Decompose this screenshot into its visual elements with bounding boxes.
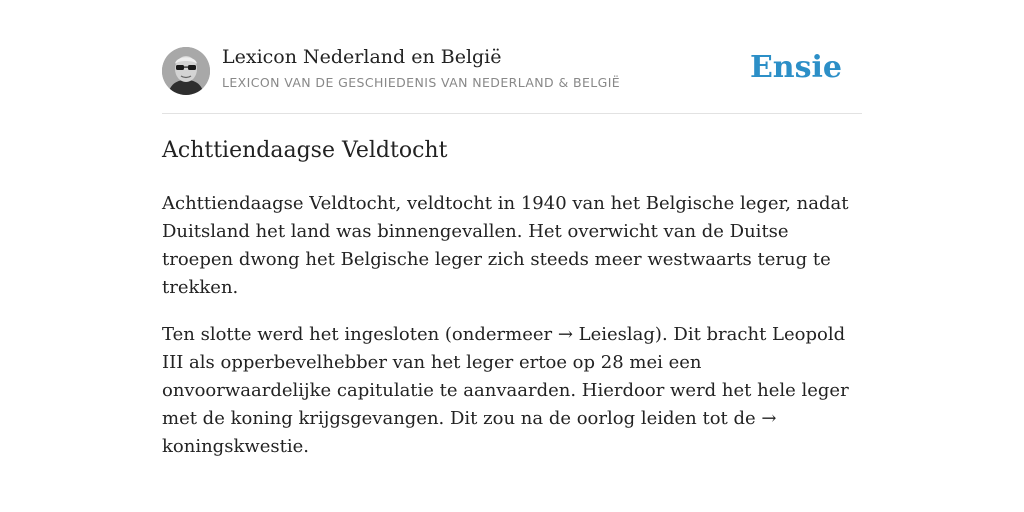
site-title[interactable]: Lexicon Nederland en België <box>222 46 502 68</box>
link-koningskwestie[interactable]: koningskwestie <box>162 436 304 457</box>
paragraph-text: ). Dit bracht Leopold III als opperbevelhebber van het leger ertoe op 28 mei een onvoorwaardelijke capitulatie te aanvaarden. Hierdoor werd het hele leger met de koning krijgsgevangen. Dit zou na de oorlog leiden tot de <box>162 324 849 429</box>
arrow-right-icon: → <box>557 324 573 345</box>
article-paragraph: Achttiendaagse Veldtocht, veldtocht in 1940 van het Belgische leger, nadat Duitsland het land was binnengevallen. Het overwicht van de Duitse troepen dwong het Belgische leger zich steeds meer westwaarts terug te trekken. <box>162 193 849 298</box>
link-leieslag[interactable]: Leieslag <box>572 324 655 345</box>
article-body <box>162 190 862 480</box>
article-paragraph <box>162 321 862 461</box>
paragraph-text: Ten slotte werd het ingesloten (ondermeer <box>162 324 558 345</box>
site-subtitle: LEXICON VAN DE GESCHIEDENIS VAN NEDERLAND & BELGIË <box>222 75 621 90</box>
author-avatar[interactable] <box>162 47 210 95</box>
person-portrait-icon <box>162 47 210 95</box>
site-header <box>162 40 862 114</box>
ensie-logo[interactable]: Ensie <box>749 50 842 85</box>
paragraph-text: . <box>303 436 310 457</box>
arrow-right-icon: → <box>761 408 777 429</box>
article-title: Achttiendaagse Veldtocht <box>162 138 448 163</box>
